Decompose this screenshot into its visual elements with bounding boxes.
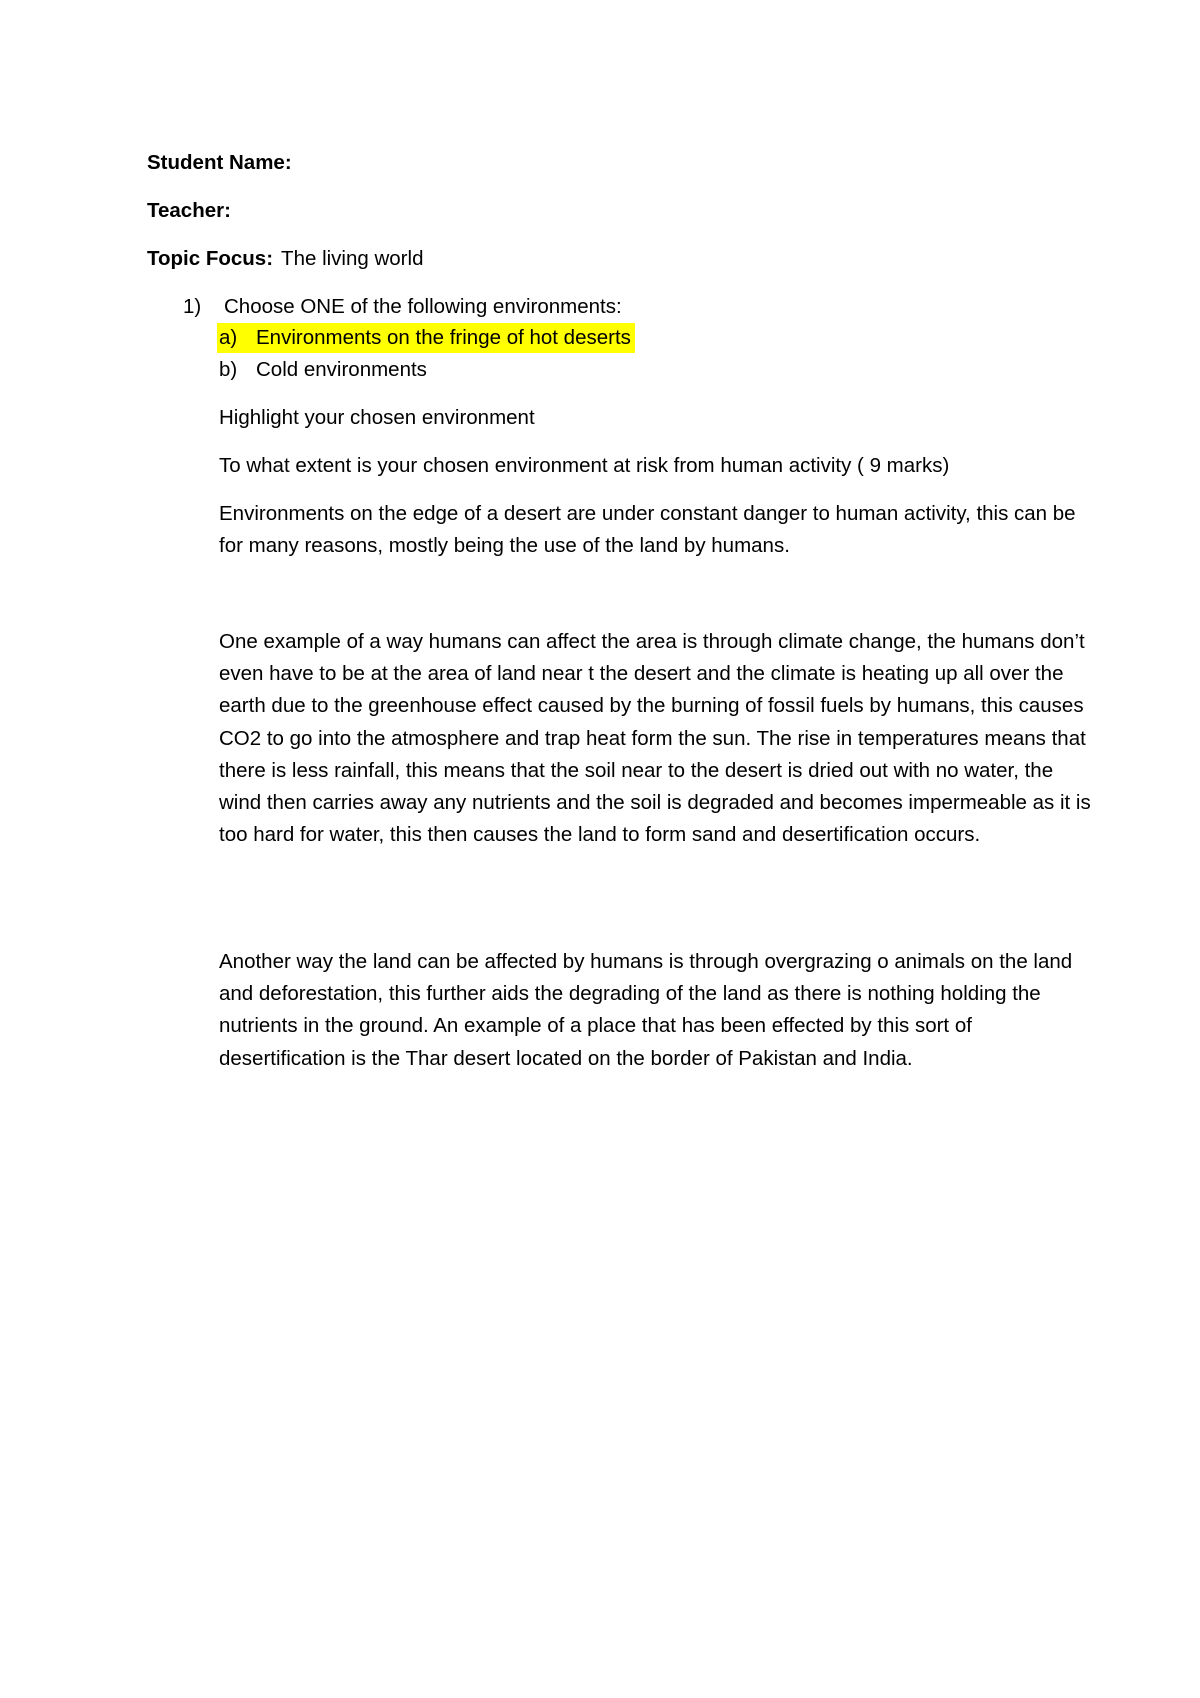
question-prompt: Choose ONE of the following environments: <box>224 295 622 318</box>
answer-paragraph-1-text: Environments on the edge of a desert are under constant danger to human activity, this can be for many reasons, mostly being the use of the land by humans. <box>219 502 1076 558</box>
topic-focus-value: The living world <box>281 247 424 270</box>
answer-paragraph-2 <box>219 626 1099 851</box>
topic-focus-row <box>147 243 423 275</box>
option-a-letter: a) <box>219 326 238 349</box>
option-b-text: Cold environments <box>256 358 427 381</box>
teacher-label: Teacher: <box>147 199 231 222</box>
highlight-instruction: Highlight your chosen environment <box>219 406 535 429</box>
question-task: To what extent is your chosen environment at risk from human activity ( 9 marks) <box>219 454 950 477</box>
student-name-label: Student Name: <box>147 151 292 174</box>
answer-paragraph-3-text: Another way the land can be affected by humans is through overgrazing o animals on the land and deforestation, this further aids the degrading of the land as there is nothing holding the nutrients in the ground. An example of a place that has been effected by this sort of desertification is the Thar desert located on the border of Pakistan and India. <box>219 950 1073 1070</box>
topic-focus-label: Topic Focus: <box>147 247 274 270</box>
answer-paragraph-2-text: One example of a way humans can affect the area is through climate change, the humans don’t even have to be at the area of land near t the desert and the climate is heating up all over the earth due to the greenhouse effect caused by the burning of fossil fuels by humans, this causes CO2 to go into the atmosphere and trap heat form the sun. The rise in temperatures means that there is less rainfall, this means that the soil near to the desert is dried out with no water, the wind then carries away any nutrients and the soil is degraded and becomes impermeable as it is too hard for water, this then causes the land to form sand and desertification occurs. <box>219 630 1091 847</box>
option-b-letter: b) <box>219 358 238 381</box>
option-a-text: Environments on the fringe of hot deserts <box>256 326 631 349</box>
question-number: 1) <box>183 295 202 318</box>
answer-paragraph-3 <box>219 946 1099 1075</box>
answer-paragraph-1 <box>219 498 1099 562</box>
